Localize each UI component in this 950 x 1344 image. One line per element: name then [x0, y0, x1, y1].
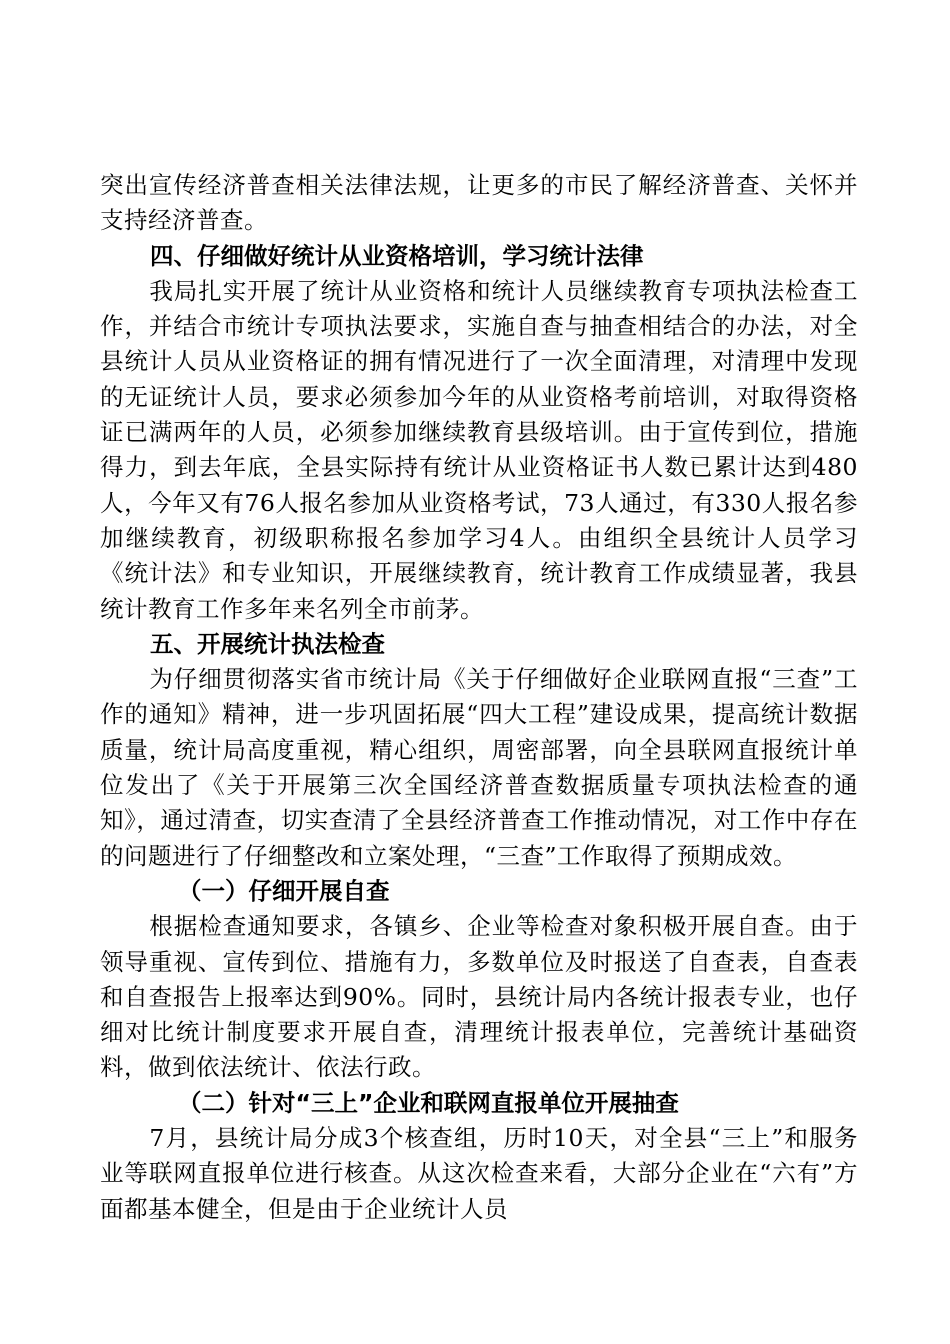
paragraph-self-check: 根据检查通知要求，各镇乡、企业等检查对象积极开展自查。由于领导重视、宣传到位、措施有力，多数单位及时报送了自查表，自查表和自查报告上报率达到90%。同时，县统计局内各统计报表专业，也仔细对比统计制度要求开展自查，清理统计报表单位，完善统计基础资料，做到依法统计、依法行政。 [100, 912, 858, 1082]
paragraph-law-enforcement: 为仔细贯彻落实省市统计局《关于仔细做好企业联网直报“三查”工作的通知》精神，进一步巩固拓展“四大工程”建设成果，提高统计数据质量，统计局高度重视，精心组织，周密部署，向全县联网直报统计单位发出了《关于开展第三次全国经济普查数据质量专项执法检查的通知》，通过清查，切实查清了全县经济普查工作推动情况，对工作中存在的问题进行了仔细整改和立案处理，“三查”工作取得了预期成效。 [100, 665, 858, 870]
section-heading-5: 五、开展统计执法检查 [150, 629, 385, 658]
subsection-heading-1: （一）仔细开展自查 [178, 876, 390, 905]
paragraph-qualification-training: 我局扎实开展了统计从业资格和统计人员继续教育专项执法检查工作，并结合市统计专项执法要求，实施自查与抽查相结合的办法，对全县统计人员从业资格证的拥有情况进行了一次全面清理，对清理中发现的无证统计人员，要求必须参加今年的从业资格考前培训，对取得资格证已满两年的人员，必须参加继续教育县级培训。由于宣传到位，措施得力，到去年底，全县实际持有统计从业资格证书人数已累计达到480人，今年又有76人报名参加从业资格考试，73人通过，有330人报名参加继续教育，初级职称报名参加学习4人。由组织全县统计人员学习《统计法》和专业知识，开展继续教育，统计教育工作成绩显著，我县统计教育工作多年来名列全市前茅。 [100, 276, 858, 623]
paragraph-spot-check: 7月，县统计局分成3个核查组，历时10天，对全县“三上”和服务业等联网直报单位进行核查。从这次检查来看，大部分企业在“六有”方面都基本健全，但是由于企业统计人员 [100, 1124, 858, 1223]
paragraph-continued: 突出宣传经济普查相关法律法规，让更多的市民了解经济普查、关怀并支持经济普查。 [100, 171, 858, 235]
subsection-heading-2: （二）针对“三上”企业和联网直报单位开展抽查 [178, 1088, 679, 1117]
document-body [100, 168, 858, 1227]
section-heading-4: 四、仔细做好统计从业资格培训，学习统计法律 [150, 241, 644, 270]
